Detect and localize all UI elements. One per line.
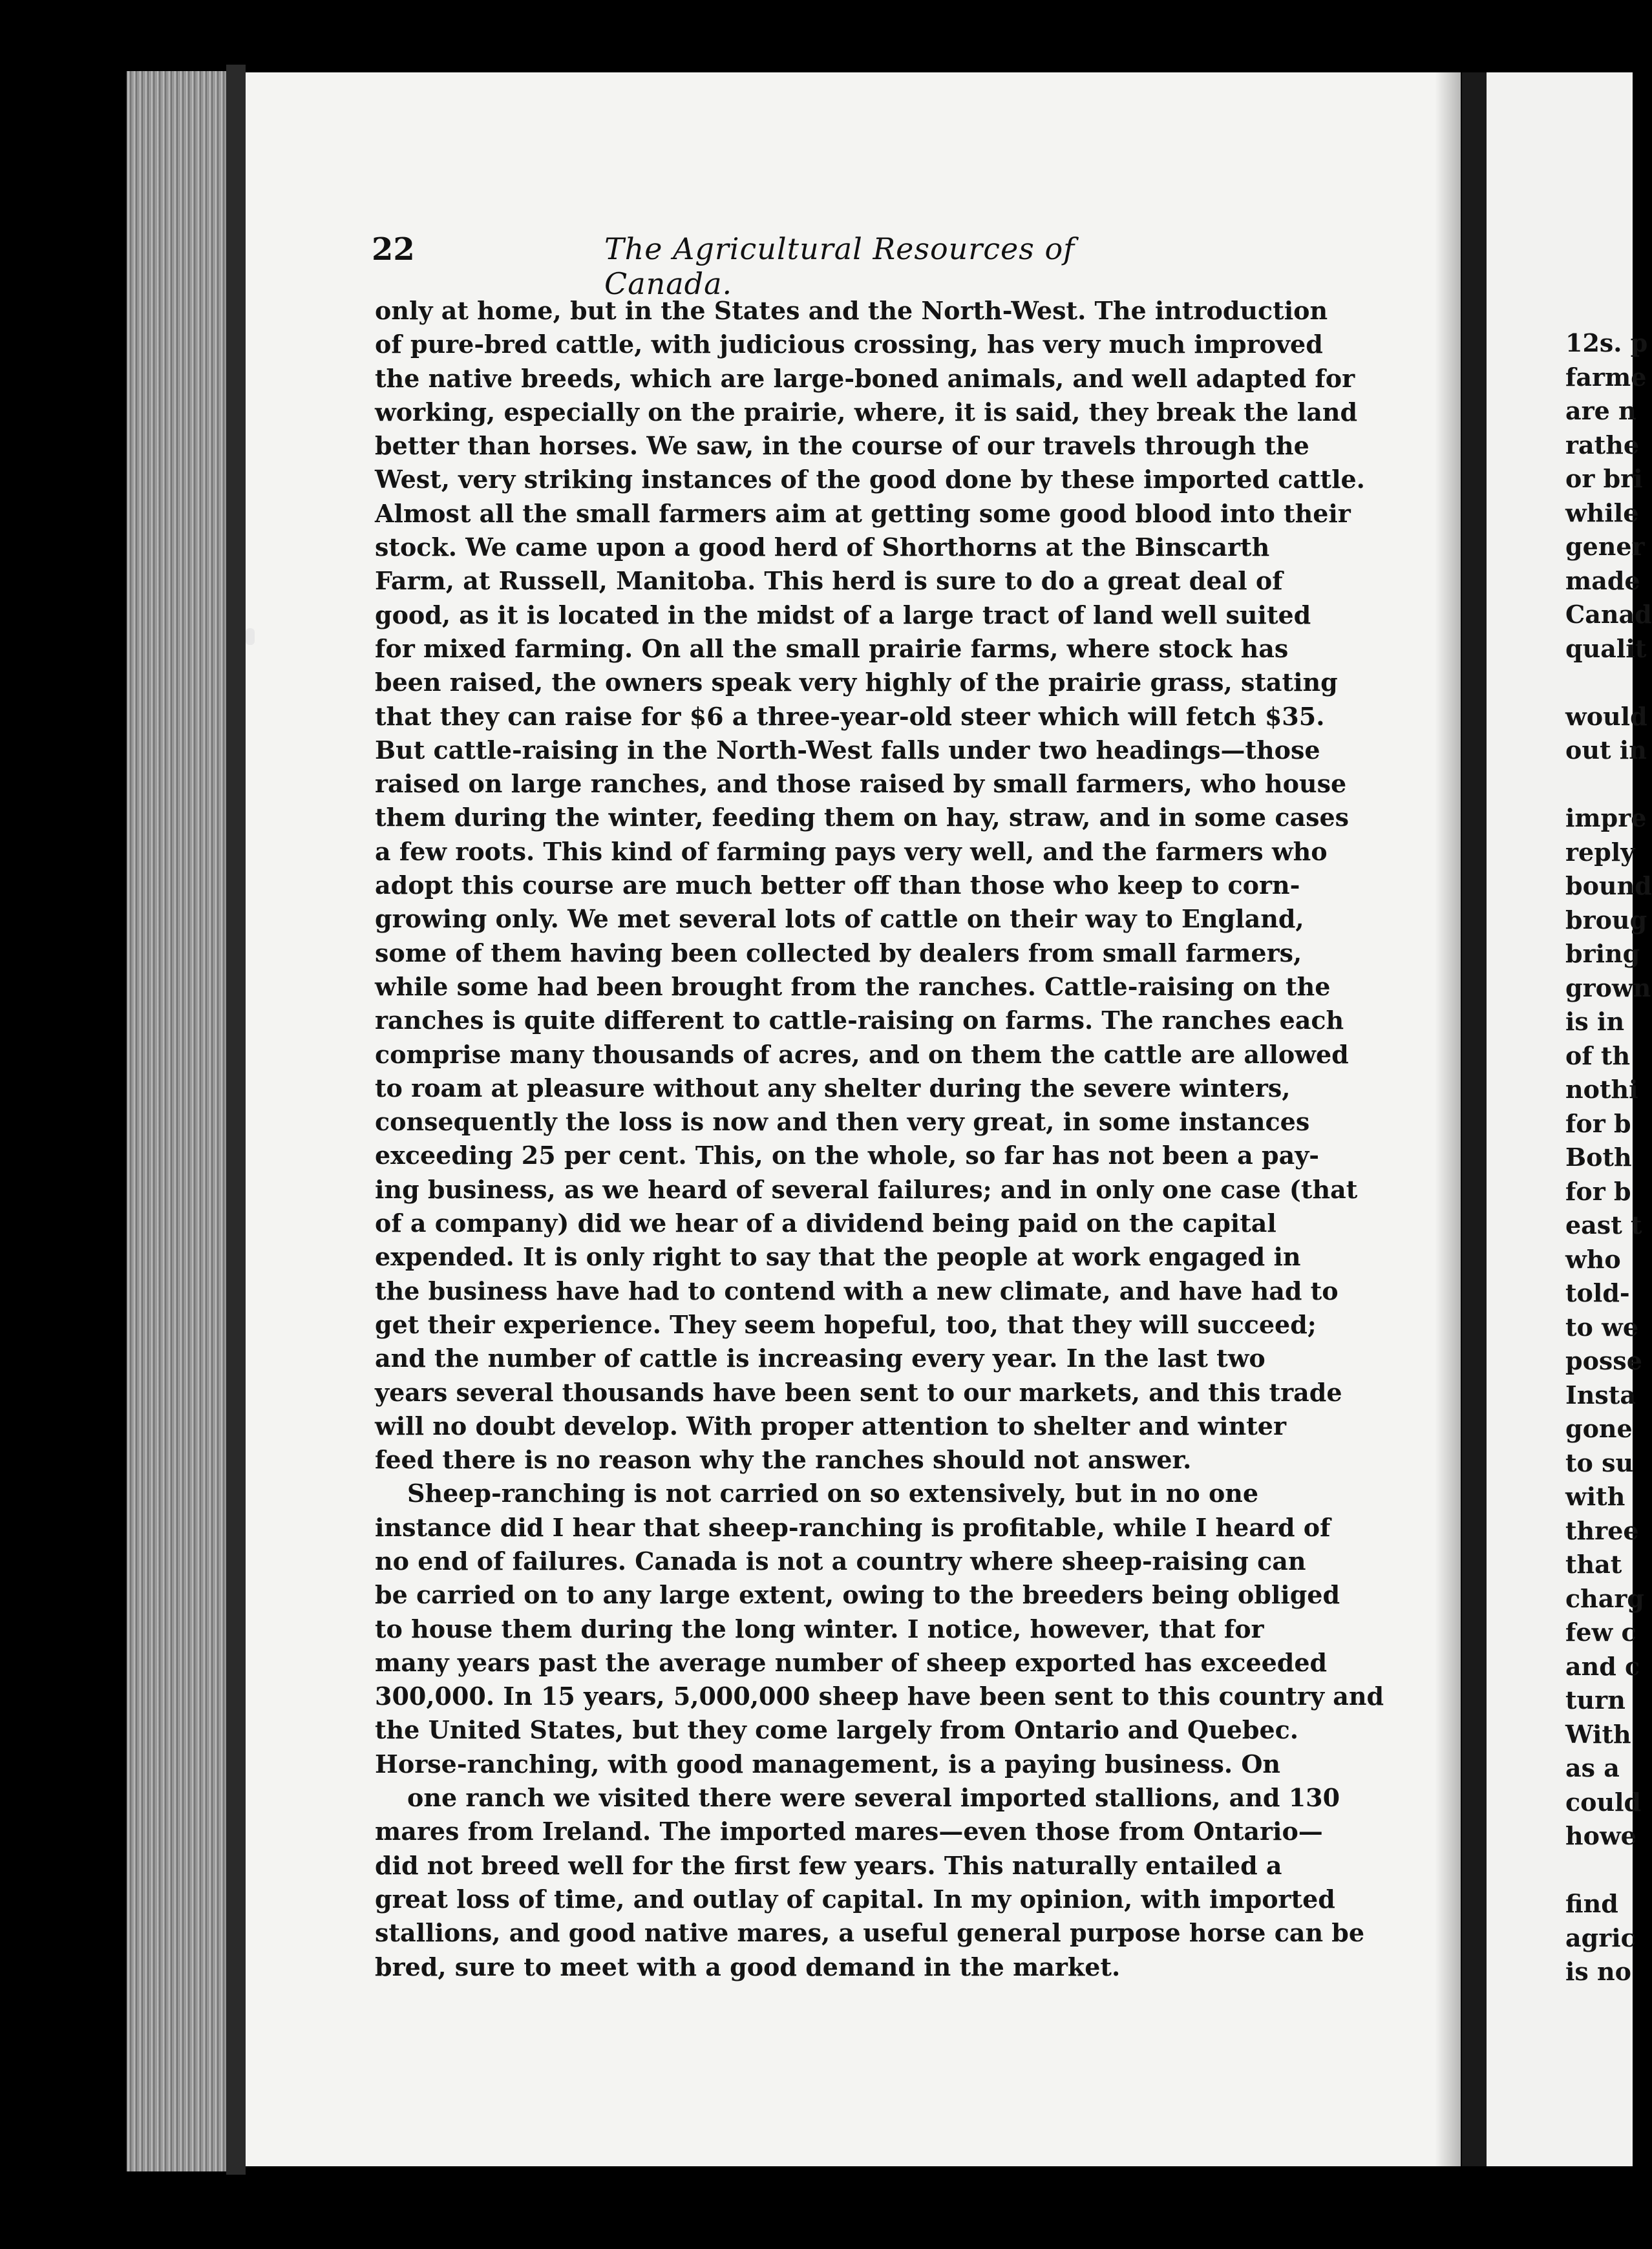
facing-text-line: Insta	[1565, 1380, 1636, 1410]
text-line: that they can raise for $6 a three-year-old steer which will fetch $35.	[375, 701, 1325, 731]
facing-text-line: bound	[1565, 871, 1652, 900]
margin-mark	[246, 628, 255, 645]
facing-text-line: to we	[1565, 1312, 1639, 1342]
facing-text-line: three	[1565, 1515, 1639, 1545]
facing-text-line: agric	[1565, 1923, 1636, 1952]
facing-text-line: gener	[1565, 532, 1645, 561]
page-gutter-shadow	[226, 65, 246, 2175]
text-line: Sheep-ranching is not carried on so extensively, but in no one	[407, 1479, 1259, 1508]
facing-text-line: out in	[1565, 735, 1647, 765]
facing-page-text	[1565, 326, 1652, 1989]
facing-text-line: grown	[1565, 973, 1651, 1002]
text-line: stallions, and good native mares, a useful general purpose horse can be	[375, 1918, 1365, 1948]
facing-text-line: east t	[1565, 1210, 1642, 1240]
facing-text-line: would	[1565, 701, 1647, 731]
facing-text-line: of th	[1565, 1040, 1631, 1070]
text-line: good, as it is located in the midst of a large tract of land well suited	[375, 600, 1311, 629]
facing-text-line: with	[1565, 1482, 1626, 1511]
text-line: did not breed well for the first few years. This naturally entailed a	[375, 1850, 1282, 1880]
text-line: growing only. We met several lots of cattle on their way to England,	[375, 904, 1304, 934]
facing-text-line: gone	[1565, 1414, 1633, 1443]
text-line: some of them having been collected by dealers from small farmers,	[375, 938, 1302, 967]
text-line: for mixed farming. On all the small prairie farms, where stock has	[375, 633, 1289, 663]
text-line: bred, sure to meet with a good demand in the market.	[375, 1952, 1121, 1981]
text-line: only at home, but in the States and the North-West. The introduction	[375, 296, 1328, 325]
book-page-edge	[127, 71, 237, 2171]
text-line: to house them during the long winter. I notice, however, that for	[375, 1614, 1264, 1643]
facing-text-line: for b	[1565, 1108, 1631, 1138]
facing-text-line: Canad	[1565, 600, 1652, 629]
text-line: get their experience. They seem hopeful, too, that they will succeed;	[375, 1309, 1317, 1339]
text-line: Horse-ranching, with good management, is a paying business. On	[375, 1749, 1281, 1779]
text-line: Almost all the small farmers aim at getting some good blood into their	[375, 498, 1351, 528]
text-line: exceeding 25 per cent. This, on the whole, so far has not been a pay-	[375, 1141, 1320, 1170]
text-line: adopt this course are much better off than those who keep to corn-	[375, 871, 1300, 900]
text-line: the business have had to contend with a new climate, and have had to	[375, 1276, 1339, 1305]
facing-text-line	[1565, 666, 1633, 700]
facing-text-line: for b	[1565, 1176, 1631, 1206]
facing-text-line: bring	[1565, 939, 1640, 968]
facing-text-line: told-	[1565, 1278, 1630, 1307]
text-line: while some had been brought from the ranches. Cattle-raising on the	[375, 971, 1331, 1001]
facing-text-line: 12s. p	[1565, 328, 1648, 357]
text-line: of pure-bred cattle, with judicious crossing, has very much improved	[375, 330, 1323, 359]
text-line: ing business, as we heard of several failures; and in only one case (that	[375, 1174, 1358, 1204]
facing-text-line: who	[1565, 1244, 1621, 1274]
facing-text-line: With	[1565, 1719, 1631, 1749]
facing-text-line	[1565, 1853, 1633, 1888]
facing-text-line: qualit	[1565, 633, 1647, 663]
body-text	[375, 294, 1396, 1984]
facing-text-line: impre	[1565, 803, 1647, 832]
text-line: to roam at pleasure without any shelter during the severe winters,	[375, 1073, 1291, 1103]
text-line: Farm, at Russell, Manitoba. This herd is sure to do a great deal of	[375, 566, 1283, 596]
facing-text-line: howe	[1565, 1821, 1636, 1850]
facing-text-line: charg	[1565, 1583, 1644, 1613]
facing-text-line: that	[1565, 1550, 1622, 1579]
text-line: of a company) did we hear of a dividend being paid on the capital	[375, 1209, 1276, 1238]
facing-text-line: as a	[1565, 1753, 1620, 1782]
text-line: a few roots. This kind of farming pays very well, and the farmers who	[375, 836, 1328, 866]
text-line: comprise many thousands of acres, and on them the cattle are allowed	[375, 1039, 1349, 1069]
page-number: 22	[372, 231, 415, 268]
facing-text-line: farme	[1565, 362, 1647, 392]
text-line: But cattle-raising in the North-West falls under two headings—those	[375, 735, 1320, 765]
text-line: stock. We came upon a good herd of Shorthorns at the Binscarth	[375, 533, 1270, 562]
facing-text-line: nothi	[1565, 1075, 1638, 1104]
text-line: and the number of cattle is increasing every year. In the last two	[375, 1344, 1265, 1373]
facing-text-line: posse	[1565, 1346, 1642, 1375]
text-line: working, especially on the prairie, where, it is said, they break the land	[375, 397, 1358, 427]
text-line: one ranch we visited there were several imported stallions, and 130	[407, 1783, 1340, 1813]
facing-text-line: or bri	[1565, 464, 1643, 493]
facing-page-gutter	[1462, 72, 1488, 2166]
facing-text-line: could	[1565, 1787, 1642, 1817]
facing-text-line: turn	[1565, 1685, 1626, 1715]
text-line: raised on large ranches, and those raised by small farmers, who house	[375, 769, 1347, 799]
text-line: West, very striking instances of the good done by these imported cattle.	[375, 465, 1365, 494]
text-line: instance did I hear that sheep-ranching is profitable, while I heard of	[375, 1512, 1331, 1542]
text-line: ranches is quite different to cattle-raising on farms. The ranches each	[375, 1006, 1344, 1035]
text-line: be carried on to any large extent, owing to the breeders being obliged	[375, 1580, 1340, 1610]
text-line: the native breeds, which are large-boned animals, and well adapted for	[375, 363, 1355, 393]
text-line: mares from Ireland. The imported mares—even those from Ontario—	[375, 1817, 1323, 1846]
text-line: years several thousands have been sent to our markets, and this trade	[375, 1377, 1342, 1407]
facing-text-line: and c	[1565, 1651, 1640, 1681]
text-line: great loss of time, and outlay of capital. In my opinion, with imported	[375, 1884, 1335, 1914]
facing-text-line: rathe	[1565, 430, 1639, 459]
facing-text-line: Both	[1565, 1143, 1632, 1172]
text-line: better than horses. We saw, in the course of our travels through the	[375, 431, 1309, 461]
text-line: consequently the loss is now and then very great, in some instances	[375, 1107, 1310, 1137]
facing-text-line: while	[1565, 498, 1639, 527]
running-head	[372, 231, 1160, 301]
facing-text-line: to su	[1565, 1448, 1634, 1477]
facing-text-line: reply	[1565, 837, 1635, 867]
text-line: them during the winter, feeding them on hay, straw, and in some cases	[375, 803, 1350, 832]
facing-text-line: few c	[1565, 1618, 1636, 1647]
facing-text-line: are n	[1565, 396, 1636, 425]
facing-text-line	[1565, 768, 1633, 802]
text-line: expended. It is only right to say that the people at work engaged in	[375, 1242, 1301, 1272]
text-line: the United States, but they come largely from Ontario and Quebec.	[375, 1715, 1298, 1745]
facing-text-line: broug	[1565, 905, 1647, 934]
text-line: been raised, the owners speak very highly of the prairie grass, stating	[375, 668, 1338, 697]
text-line: feed there is no reason why the ranches should not answer.	[375, 1445, 1192, 1475]
facing-text-line: is no	[1565, 1957, 1632, 1986]
facing-text-line: find	[1565, 1889, 1618, 1918]
text-line: no end of failures. Canada is not a country where sheep-raising can	[375, 1546, 1306, 1576]
text-line: 300,000. In 15 years, 5,000,000 sheep have been sent to this country and	[375, 1682, 1384, 1711]
text-line: many years past the average number of sheep exported has exceeded	[375, 1647, 1328, 1677]
running-title: The Agricultural Resources of Canada.	[604, 231, 1075, 301]
text-line: will no doubt develop. With proper attention to shelter and winter	[375, 1411, 1286, 1441]
facing-text-line: made	[1565, 565, 1640, 595]
facing-text-line: is in	[1565, 1007, 1625, 1036]
